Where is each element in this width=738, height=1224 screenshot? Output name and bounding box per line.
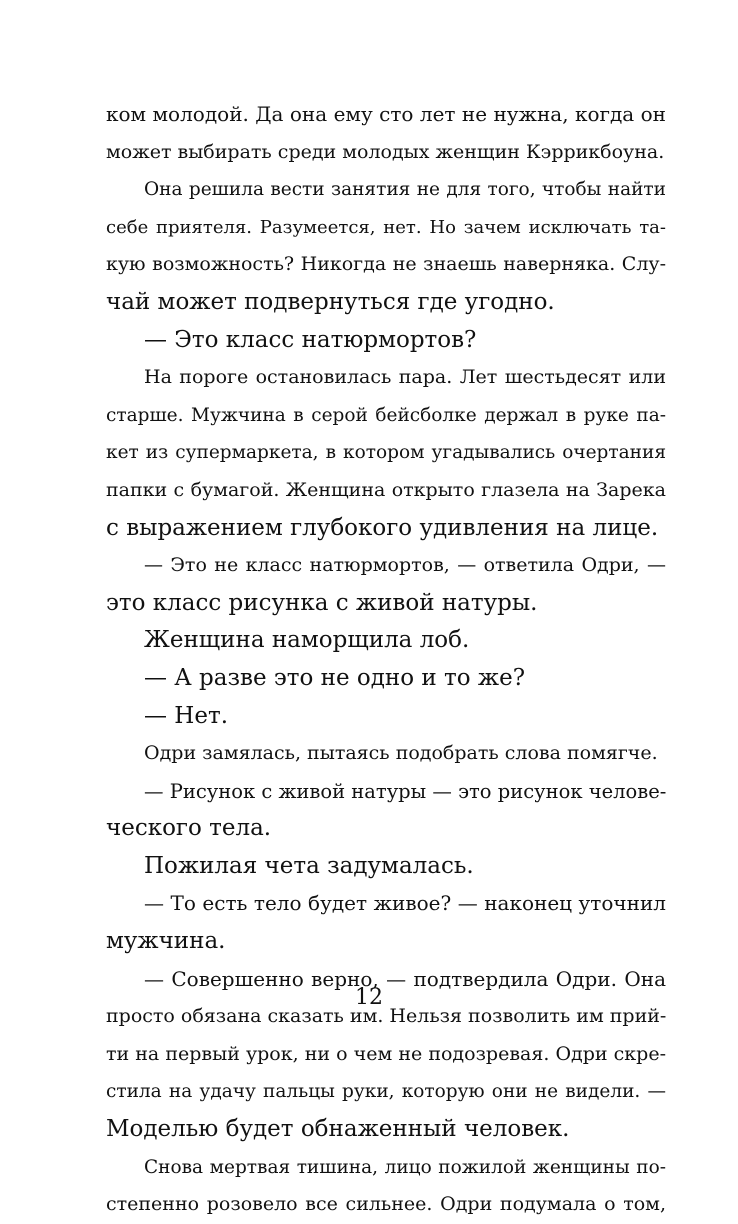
text-line: папки с бумагой. Женщина открыто глазела на Зарека xyxy=(106,478,666,501)
text-line: Женщина наморщила лоб. xyxy=(144,627,470,654)
text-line: — Это класс натюрмортов? xyxy=(144,326,477,353)
text-line: старше. Мужчина в серой бейсболке держал в руке па- xyxy=(106,404,666,426)
text-line: Моделью будет обнаженный человек. xyxy=(106,1116,570,1143)
text-line: мужчина. xyxy=(106,928,226,955)
text-line: кую возможность? Никогда не знаешь наверняка. Слу- xyxy=(106,253,666,276)
text-line: — То есть тело будет живое? — наконец уточнил xyxy=(144,891,666,916)
text-line: может выбирать среди молодых женщин Кэррикбоуна. xyxy=(106,140,665,163)
text-line: ком молодой. Да она ему сто лет не нужна, когда он xyxy=(106,102,666,126)
text-line: Пожилая чета задумалась. xyxy=(144,852,474,879)
text-line: с выражением глубокого удивления на лице. xyxy=(106,514,659,541)
text-line: Она решила вести занятия не для того, чтобы найти xyxy=(144,179,666,201)
text-line: Снова мертвая тишина, лицо пожилой женщины по- xyxy=(144,1156,666,1178)
text-line: чай может подвернуться где угодно. xyxy=(106,288,555,315)
text-line: — Это не класс натюрмортов, — ответила Одри, — xyxy=(144,554,666,577)
text-line: ти на первый урок, ни о чем не подозревая. Одри скре- xyxy=(106,1042,666,1065)
text-line: ческого тела. xyxy=(106,815,272,842)
text-line: кет из супермаркета, в котором угадывались очертания xyxy=(106,442,666,464)
body-text xyxy=(106,96,666,1224)
text-line: это класс рисунка с живой натуры. xyxy=(106,589,538,616)
text-line: — Совершенно верно, — подтвердила Одри. Она xyxy=(144,966,666,991)
text-line: себе приятеля. Разумеется, нет. Но зачем исключать та- xyxy=(106,216,666,238)
text-line: степенно розовело все сильнее. Одри подумала о том, xyxy=(106,1193,666,1216)
text-line: На пороге остановилась пара. Лет шестьдесят или xyxy=(144,366,666,389)
text-line: — Рисунок с живой натуры — это рисунок челове- xyxy=(144,779,667,803)
page-number: 12 xyxy=(355,985,383,1010)
text-line: просто обязана сказать им. Нельзя позволить им прий- xyxy=(106,1005,667,1028)
text-line: — А разве это не одно и то же? xyxy=(144,664,526,691)
text-line: стила на удачу пальцы руки, которую они не видели. — xyxy=(106,1081,666,1103)
text-line: Одри замялась, пытаясь подобрать слова помягче. xyxy=(144,742,658,765)
text-line: — Нет. xyxy=(144,702,229,729)
